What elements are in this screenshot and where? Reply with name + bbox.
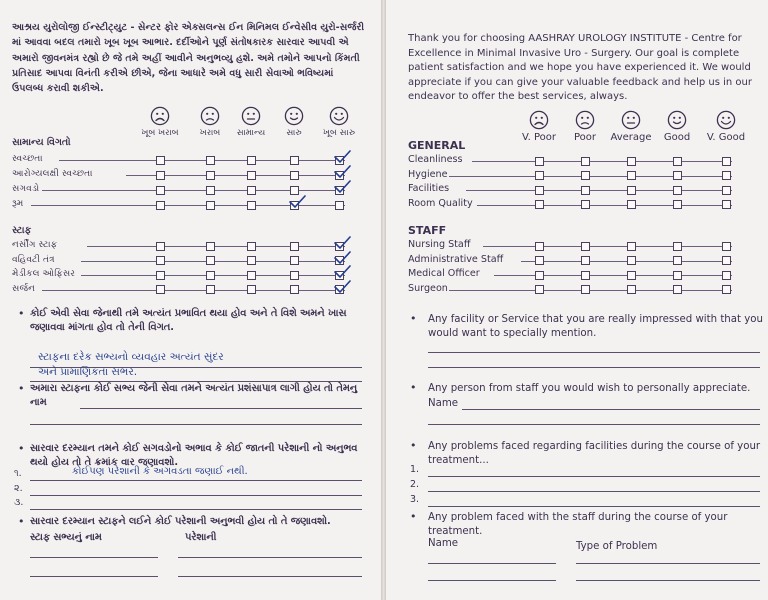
rating-checkbox — [206, 201, 215, 210]
bullet: • — [18, 515, 25, 528]
rating-checkbox — [627, 171, 636, 180]
rating-checkbox — [722, 256, 731, 265]
staff-section-title: STAFF — [408, 224, 447, 237]
label-name: Name — [428, 398, 459, 409]
handwritten-tick — [288, 195, 306, 209]
rating-checkbox — [290, 242, 299, 251]
answer-line — [30, 480, 362, 481]
answer-line — [428, 580, 556, 581]
rating-checkbox — [673, 171, 682, 180]
row-label: આરોગ્યલક્ષી સ્વચ્છતા — [12, 168, 93, 179]
rating-checkbox — [206, 186, 215, 195]
rating-checkbox — [673, 242, 682, 251]
rating-checkbox — [247, 156, 256, 165]
question-facility-problems: સારવાર દરમ્યાન તમને કોઈ સગવડોનો અભાવ કે કોઈ જાતની પરેશાની નો અનુભવ થયો હોય તો તે ક્રમાંક વાર જણાવશો. — [30, 443, 358, 468]
answer-line — [30, 424, 362, 425]
rating-checkbox — [581, 271, 590, 280]
leader-line — [494, 275, 732, 276]
answer-line — [428, 476, 760, 477]
leader-line — [472, 161, 732, 162]
leader-line — [483, 246, 732, 247]
row-label: Room Quality — [408, 197, 473, 209]
question-impressed-service: કોઈ એવી સેવા જેનાથી તમે અત્યંત પ્રભાવિત થયા હોવ અને તે વિશે અમને ખાસ જણાવવા માંગતા હોવ તો તેની વિગત. — [30, 308, 347, 333]
item-number: 3. — [410, 494, 420, 505]
rating-checkbox — [247, 171, 256, 180]
rating-checkbox — [290, 171, 299, 180]
intro-text: Thank you for choosing AASHRAY UROLOGY INSTITUTE - Centre for Excellence in Minimal Invasive Uro - Surgery. Our goal is complete patient satisfaction and we hope you have experienced it. We would appreciate if you can give your valuable feedback and help us in our endeavor to offer the best services, always. — [408, 33, 752, 103]
rating-checkbox — [535, 200, 544, 209]
rating-checkbox — [247, 285, 256, 294]
rating-checkbox — [156, 242, 165, 251]
question-appreciated-staff: Any person from staff you would wish to personally appreciate. — [428, 383, 751, 394]
rating-checkbox — [335, 201, 344, 210]
rating-checkbox — [206, 171, 215, 180]
leader-line — [477, 205, 732, 206]
handwritten-tick — [333, 265, 351, 279]
rating-checkbox — [673, 271, 682, 280]
rating-checkbox — [156, 256, 165, 265]
leader-line — [42, 190, 345, 191]
sad-face-icon — [575, 110, 595, 130]
answer-line — [462, 409, 760, 410]
answer-line — [428, 367, 760, 368]
answer-line — [178, 557, 362, 558]
row-label: Administrative Staff — [408, 253, 504, 265]
rating-checkbox — [673, 285, 682, 294]
rating-checkbox — [722, 171, 731, 180]
rating-label: V. Poor — [522, 132, 556, 143]
rating-checkbox — [673, 157, 682, 166]
answer-line — [576, 563, 760, 564]
leader-line — [449, 176, 732, 177]
row-label: Medical Officer — [408, 268, 480, 279]
rating-checkbox — [722, 271, 731, 280]
general-section-title: સામાન્ય વિગતો — [12, 137, 71, 148]
column-name: Name — [428, 538, 459, 549]
bullet: • — [410, 312, 417, 325]
rating-checkbox — [722, 157, 731, 166]
rating-checkbox — [206, 285, 215, 294]
item-number: ૧. — [14, 468, 22, 479]
answer-line — [30, 576, 158, 577]
rating-checkbox — [206, 256, 215, 265]
handwritten-tick — [333, 165, 351, 179]
column-problem: પરેશાની — [185, 532, 217, 543]
rating-label: V. Good — [706, 132, 746, 143]
rating-checkbox — [535, 186, 544, 195]
answer-line — [428, 424, 760, 425]
very-happy-face-icon — [329, 106, 349, 126]
rating-label: સારુ — [286, 128, 302, 138]
answer-line — [428, 506, 760, 507]
very-sad-face-icon — [529, 110, 549, 130]
neutral-face-icon — [241, 106, 261, 126]
rating-checkbox — [627, 242, 636, 251]
right-page-english — [386, 0, 768, 600]
rating-checkbox — [722, 242, 731, 251]
rating-checkbox — [673, 256, 682, 265]
rating-checkbox — [206, 242, 215, 251]
rating-checkbox — [535, 157, 544, 166]
rating-label: Poor — [573, 132, 597, 143]
rating-checkbox — [156, 186, 165, 195]
rating-checkbox — [673, 186, 682, 195]
rating-checkbox — [156, 171, 165, 180]
answer-line — [80, 408, 362, 409]
left-page-gujarati — [0, 0, 381, 600]
handwritten-tick — [333, 280, 351, 294]
rating-checkbox — [535, 171, 544, 180]
row-label: સર્જન — [12, 282, 35, 294]
rating-checkbox — [535, 256, 544, 265]
rating-checkbox — [535, 242, 544, 251]
handwritten-answer-problems: કોઈપણ પરેશાની કે અગવડતા જણાઈ નથી. — [72, 466, 248, 477]
answer-line — [178, 576, 362, 577]
happy-face-icon — [284, 106, 304, 126]
question-staff-problems: Any problem faced with the staff during the course of your treatment. — [428, 512, 728, 537]
question-impressed-service: Any facility or Service that you are really impressed with that you would want to specially mention. — [428, 314, 763, 339]
rating-label: ખરાબ — [199, 128, 221, 138]
handwritten-tick — [333, 180, 351, 194]
answer-line — [30, 509, 362, 510]
answer-line — [30, 557, 158, 558]
answer-line — [428, 563, 556, 564]
leader-line — [87, 246, 345, 247]
handwritten-answer-line-2: અને પ્રામાણિકતા સભર. — [38, 366, 138, 378]
bullet: • — [410, 381, 417, 394]
staff-section-title: સ્ટાફ — [12, 225, 32, 236]
rating-checkbox — [581, 171, 590, 180]
rating-checkbox — [290, 285, 299, 294]
rating-checkbox — [156, 201, 165, 210]
very-happy-face-icon — [716, 110, 736, 130]
answer-line — [428, 491, 760, 492]
item-number: 2. — [410, 479, 420, 490]
rating-label: Good — [663, 132, 691, 143]
bullet: • — [18, 442, 25, 455]
handwritten-tick — [333, 236, 351, 250]
leader-line — [59, 160, 345, 161]
row-label: વહિવટી તંત્ર — [12, 253, 55, 265]
intro-text: આશ્રય યુરોલોજી ઈન્સ્ટીટ્યુટ - સેન્ટર ફોર એક્સલન્સ ઈન મિનિમલ ઈન્વેસીવ યુરો-સર્જરી માં આવવા બદલ તમારો ખૂબ ખૂબ આભાર. દર્દીઓને પૂર્ણ સંતોષકારક સારવાર આપવી એ અમારો જીવનમંત્ર રહ્યો છે જે તમે અહીં આવીને અનુભવ્યુ હશે. અમે તમોને આપનો કિંમતી પ્રતિસાદ આપવા વિનંતી કરીએ છીએ, જેના આધારે અમે વધુ સારી સેવાઓ ભવિષ્યમાં ઉપલબ્ધ કરાવી શકીએ. — [12, 22, 365, 95]
rating-checkbox — [627, 256, 636, 265]
column-staff-name: સ્ટાફ સભ્યનું નામ — [30, 532, 102, 543]
row-label: Hygiene — [408, 168, 448, 180]
rating-checkbox — [722, 186, 731, 195]
leader-line — [42, 290, 345, 291]
item-number: 1. — [410, 464, 420, 475]
rating-checkbox — [247, 201, 256, 210]
rating-label: સામાન્ય — [236, 128, 266, 138]
bullet: • — [18, 307, 25, 320]
rating-checkbox — [581, 186, 590, 195]
rating-checkbox — [627, 285, 636, 294]
neutral-face-icon — [621, 110, 641, 130]
column-type-of-problem: Type of Problem — [576, 541, 658, 552]
rating-checkbox — [206, 271, 215, 280]
leader-line — [466, 190, 732, 191]
rating-checkbox — [581, 157, 590, 166]
row-label: રૂમ — [12, 198, 24, 209]
rating-checkbox — [627, 157, 636, 166]
rating-checkbox — [673, 200, 682, 209]
row-label: સ્વચ્છતા — [12, 153, 43, 164]
rating-checkbox — [627, 200, 636, 209]
rating-checkbox — [581, 256, 590, 265]
answer-line — [576, 580, 760, 581]
rating-checkbox — [535, 271, 544, 280]
rating-checkbox — [156, 285, 165, 294]
rating-checkbox — [581, 242, 590, 251]
rating-label: ખૂબ ખરાબ — [141, 128, 179, 138]
rating-label: ખૂબ સારુ — [322, 128, 356, 138]
question-facility-problems: Any problems faced regarding facilities during the course of your treatment... — [428, 441, 761, 466]
rating-checkbox — [247, 271, 256, 280]
bullet: • — [410, 510, 417, 523]
very-sad-face-icon — [150, 106, 170, 126]
rating-checkbox — [627, 186, 636, 195]
bullet: • — [410, 439, 417, 452]
handwritten-tick — [333, 251, 351, 265]
rating-checkbox — [290, 271, 299, 280]
rating-checkbox — [722, 285, 731, 294]
rating-checkbox — [535, 285, 544, 294]
handwritten-tick — [333, 150, 351, 164]
rating-checkbox — [581, 285, 590, 294]
question-staff-problems: સારવાર દરમ્યાન સ્ટાફને લઈને કોઈ પરેશાની અનુભવી હોય તો તે જણાવશો. — [30, 516, 331, 527]
row-label: Surgeon — [408, 282, 448, 294]
rating-checkbox — [290, 256, 299, 265]
row-label: સગવડો — [12, 183, 40, 194]
item-number: ૩. — [14, 497, 24, 508]
question-appreciated-staff: અમારા સ્ટાફના કોઈ સભ્ય જેની સેવા તમને અત્યંત પ્રશંસાપાત્ર લાગી હોય તો તેમનુ નામ — [30, 383, 358, 408]
bullet: • — [18, 382, 25, 395]
row-label: નર્સીંગ સ્ટાફ — [12, 239, 58, 250]
rating-checkbox — [247, 186, 256, 195]
rating-checkbox — [581, 200, 590, 209]
rating-checkbox — [156, 156, 165, 165]
rating-label: Average — [610, 132, 652, 143]
handwritten-answer-line-1: સ્ટાફના દરેક સભ્યનો વ્યવહાર અત્યંત સુંદર — [38, 351, 224, 363]
rating-checkbox — [627, 271, 636, 280]
general-section-title: GENERAL — [408, 139, 466, 152]
row-label: Nursing Staff — [408, 239, 471, 250]
rating-checkbox — [290, 186, 299, 195]
rating-checkbox — [247, 242, 256, 251]
answer-line — [428, 352, 760, 353]
row-label: Cleanliness — [408, 154, 463, 165]
rating-checkbox — [156, 271, 165, 280]
leader-line — [449, 290, 732, 291]
item-number: ૨. — [14, 483, 23, 494]
rating-checkbox — [722, 200, 731, 209]
rating-checkbox — [290, 156, 299, 165]
rating-checkbox — [247, 256, 256, 265]
row-label: Facilities — [408, 183, 450, 194]
answer-line — [30, 495, 362, 496]
happy-face-icon — [667, 110, 687, 130]
rating-checkbox — [206, 156, 215, 165]
sad-face-icon — [200, 106, 220, 126]
row-label: મેડીકલ ઓફિસર — [12, 268, 76, 279]
